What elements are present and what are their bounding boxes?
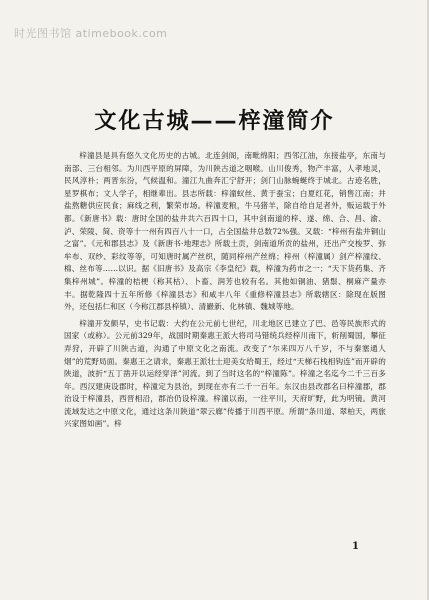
page-title: 文化古城——梓潼简介 bbox=[94, 109, 335, 134]
watermark: 时光图书馆 atimebook.com bbox=[14, 27, 168, 40]
page-number: 1 bbox=[352, 541, 359, 552]
paragraph-1: 梓潼县是具有悠久文化历史的古城。北连剑阁，南毗绵阳；西邻江油，东接盐亭，东南与南部、三台相邻。为川西平原的屏障，为川陕古道之咽喉。山川俊秀，物产丰富，人孝地灵，民风淳朴；两晋东汾，气候温和。潼江九曲奔汇宁舒开；剑门山脉蜿蜒终于城北。古迹名胜，星罗棋布；文人学子，相继辈出。县志所载：梓潼蚁丝、黄于蚕宝；白夏红花，销售江南；井盐熬糖供应民食；麻线之利，繁荣市场。梓潼麦粮，牛马猪羊，除自给自足者外，贩运载于外都。《新唐书》载：唐时全国的盐井共六百四十口，其中剑南道的梓、遂、绵、合、昌、渝、泸、荣陵、简、资等十一州有四百八十一口，占全国盐井总数72%强。又载：“梓州有盐井铜山之富”。《元和郡县志》及《新唐书·地理志》所载土贡，剑南道所贡的盐州，还出产交梭罗、弥牟布、双纱、彩纹等等，可知唐时属产丝织，随同梓州产丝绵；梓州（梓潼属）剑产梓潼纹、棉、丝布等……以识。据《旧唐书》及高宗《李皇纪》载，梓潼为药市之一；“天下货药集、齐集梓州城”。梓潼的桔梗（称其枯）、卜畜、润芳也较有名。其他如铜油、猪鬃、桐麻产量亦丰。据乾隆四十五年所修《梓潼县志》和咸丰八年《重修梓潼县志》所载辖区：除现在版图外，还包括仁和区（今称江郡县梓镇）、清巖新、化林镇、魏城等地。 bbox=[64, 151, 386, 312]
body-text bbox=[64, 150, 386, 431]
paragraph-2: 梓潼开发颇早，史书记载：大约在公元前七世纪，川北地区已建立了巴、邑等民族形式的国家（或称）。公元前329年，战国时期秦惠王派大将司马错统兵经梓川南下，斩削蜀国，攀征弄狩，开辟了川陕古道，沟通了中原文化之南流。改变了“尔来四万八千岁，不与秦塞通人烟”的荒野局面。秦惠王之请求，秦惠王派壮士迎美女给蜀王，经过“天梯石栈相钩连”而开辟的陕道，波折“五丁凿开以运经穿泽”河流。到了当时这名的“梓潼陈”。梓潼之名迄今二千三百多年。西汉建庚设郡时，梓潼定为县治，到现在亦有二千一百年。东汉由县改郡名曰梓潼郡，郡治设于梓潼县，西晋相沿，郡治仍设梓潼。梓潼以南，一往平川，天府旷野，此为明镜。黄河流域发达之中原文化，通过这条川陕道“翠云廊”传播于川西平原。所谓“条川道、翠柏天，两旅兴家图如画”。梓 bbox=[64, 318, 386, 429]
